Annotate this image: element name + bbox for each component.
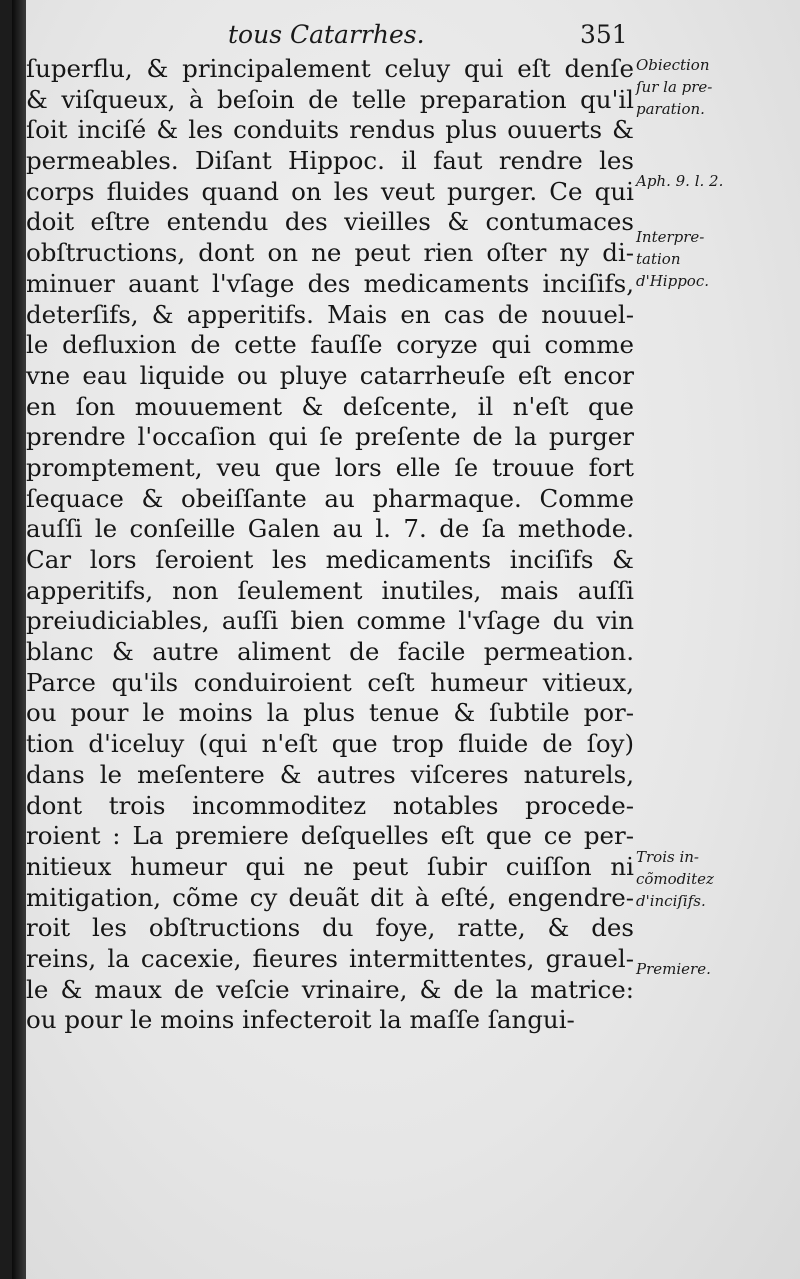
- text-line: minuer auant l'vſage des medicaments inciſifs,: [26, 268, 634, 298]
- text-line: dans le meſentere & autres viſceres naturels,: [26, 759, 634, 789]
- text-line: apperitifs, non ſeulement inutiles, mais auſſi: [26, 575, 634, 605]
- margin-note-line: Interpre-: [636, 228, 705, 246]
- margin-note-line: Premiere.: [636, 960, 711, 978]
- text-line: mitigation, cõme cy deuãt dit à eſté, engendre-: [26, 882, 634, 912]
- text-line: reins, la cacexie, fieures intermittentes, grauel-: [26, 943, 634, 973]
- text-line: deterſifs, & apperitifs. Mais en cas de nouuel-: [26, 299, 634, 329]
- text-line: roit les obſtructions du foye, ratte, & des: [26, 913, 634, 943]
- text-line: prendre l'occaſion qui ſe preſente de la purger: [26, 422, 634, 452]
- margin-note-line: ſur la pre-: [636, 78, 713, 96]
- text-line: ſuperflu, & principalement celuy qui eſt denſe: [26, 54, 634, 83]
- margin-note-line: tation: [636, 250, 681, 268]
- text-line: le defluxion de cette fauſſe coryze qui comme: [26, 330, 634, 360]
- text-line: preiudiciables, auſſi bien comme l'vſage du vin: [26, 606, 634, 636]
- margin-note-aphorism: [636, 170, 796, 192]
- margin-note-line: Obiection: [636, 56, 710, 74]
- margin-note-line: paration.: [636, 100, 705, 118]
- text-line: tion d'iceluy (qui n'eſt que trop fluide de ſoy): [26, 729, 634, 759]
- page-number: 351: [580, 20, 628, 49]
- margin-note-three-inconveniences: [636, 846, 796, 912]
- text-line: obſtructions, dont on ne peut rien oſter ny di-: [26, 238, 634, 268]
- text-line: le & maux de veſcie vrinaire, & de la matrice:: [26, 974, 634, 1004]
- margin-note-interpretation: [636, 226, 796, 292]
- text-line: corps fluides quand on les veut purger. Ce qui: [26, 176, 634, 206]
- text-line: ou pour le moins la plus tenue & ſubtile por-: [26, 698, 634, 728]
- body-text: [26, 54, 634, 1036]
- text-line: doit eſtre entendu des vieilles & contumaces: [26, 207, 634, 237]
- text-line: & viſqueux, à beſoin de telle preparation qu'il: [26, 84, 634, 114]
- text-line: ſequace & obeiſſante au pharmaque. Comme: [26, 483, 634, 513]
- text-line: en ſon mouuement & deſcente, il n'eſt que: [26, 391, 634, 421]
- text-line: roient : La premiere deſquelles eſt que ce per-: [26, 821, 634, 851]
- text-line: nitieux humeur qui ne peut ſubir cuiſſon ni: [26, 851, 634, 881]
- text-line: dont trois incommoditez notables procede-: [26, 790, 634, 820]
- text-line: permeables. Diſant Hippoc. il faut rendre les: [26, 146, 634, 176]
- text-line: promptement, veu que lors elle ſe trouue fort: [26, 452, 634, 482]
- text-line: ou pour le moins infecteroit la maſſe ſangui-: [26, 1005, 575, 1035]
- text-line: Parce qu'ils conduiroient ceſt humeur vitieux,: [26, 667, 634, 697]
- page-spine-shadow: [12, 0, 26, 1279]
- running-head: tous Catarrhes.: [228, 20, 425, 49]
- margin-note-line: Trois in-: [636, 848, 699, 866]
- margin-note-line: cõmoditez: [636, 870, 714, 888]
- text-line: auſſi le conſeille Galen au l. 7. de ſa methode.: [26, 514, 634, 544]
- marginalia: [636, 0, 796, 1279]
- margin-note-objection: [636, 54, 796, 120]
- text-line: Car lors ſeroient les medicaments inciſifs &: [26, 545, 634, 574]
- margin-note-line: d'inciſifs.: [636, 892, 706, 910]
- margin-note-line: Aph. 9. l. 2.: [636, 172, 724, 190]
- text-line: vne eau liquide ou pluye catarrheuſe eſt encor: [26, 360, 634, 390]
- text-line: ſoit inciſé & les conduits rendus plus ouuerts &: [26, 115, 634, 145]
- margin-note-first: [636, 958, 796, 980]
- text-line: blanc & autre aliment de facile permeation.: [26, 637, 634, 667]
- margin-note-line: d'Hippoc.: [636, 272, 710, 290]
